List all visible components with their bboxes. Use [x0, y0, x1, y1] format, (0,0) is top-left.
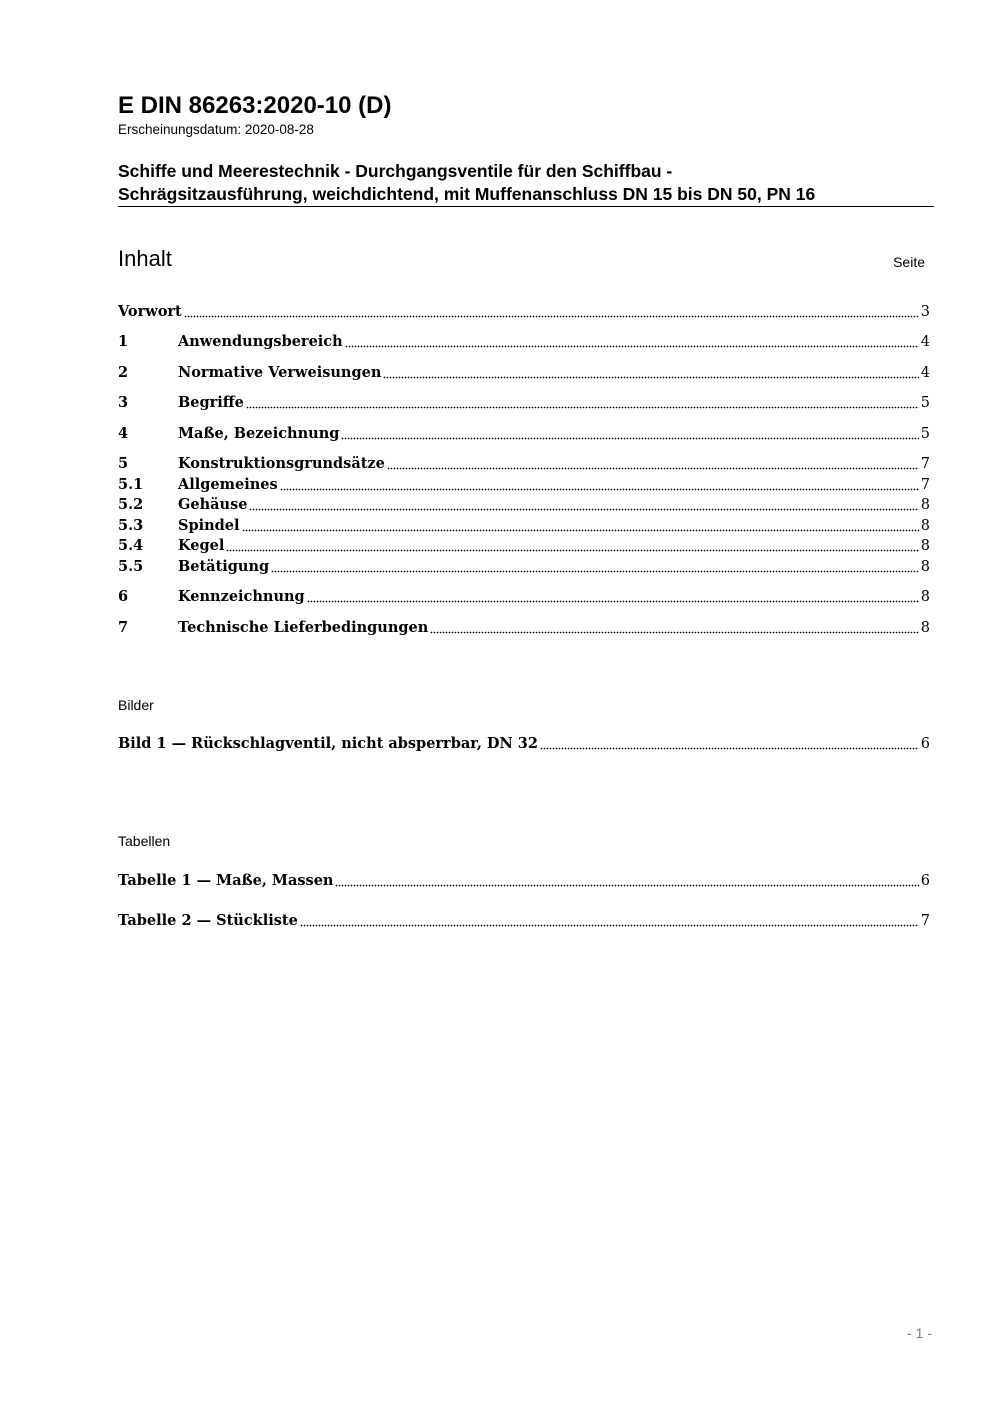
toc-leader-dots [300, 924, 919, 927]
toc-entry-title: Anwendungsbereich [178, 333, 343, 350]
toc-entry-2[interactable] [118, 364, 930, 384]
toc-entry-title: Kegel [178, 537, 225, 554]
toc-entry-5-3[interactable] [118, 517, 930, 537]
toc-heading: Inhalt [118, 246, 172, 271]
toc-entry-7[interactable] [118, 619, 930, 639]
table-entry-1[interactable] [118, 872, 930, 892]
toc-entry-title: Kennzeichnung [178, 588, 305, 605]
toc-leader-dots [430, 631, 918, 634]
toc-entry-5-2[interactable] [118, 496, 930, 516]
toc-leader-dots [184, 315, 919, 318]
toc-entry-number: 3 [118, 394, 129, 411]
document-id: E DIN 86263:2020-10 (D) [118, 92, 392, 119]
toc-entry-number: 7 [118, 619, 129, 636]
toc-entry-page: 4 [920, 334, 930, 350]
toc-entry-5-4[interactable] [118, 537, 930, 557]
toc-leader-dots [242, 529, 919, 532]
toc-entry-5-5[interactable] [118, 558, 930, 578]
toc-entry-page: 8 [920, 497, 930, 513]
toc-entry-number: 5 [118, 455, 129, 472]
toc-leader-dots [335, 884, 918, 887]
toc-entry-page: 3 [920, 304, 930, 320]
toc-entry-title: Spindel [178, 517, 240, 534]
figure-entry-title: Bild 1 — Rückschlagventil, nicht absperrbar, DN 32 [118, 735, 538, 752]
toc-entry-number: 5.3 [118, 517, 144, 534]
toc-entry-page: 8 [920, 620, 930, 636]
table-entry-title: Tabelle 1 — Maße, Massen [118, 872, 334, 889]
toc-entry-4[interactable] [118, 425, 930, 445]
table-entry-page: 6 [920, 873, 930, 889]
toc-leader-dots [540, 747, 919, 750]
document-title-line-2: Schrägsitzausführung, weichdichtend, mit Muffenanschluss DN 15 bis DN 50, PN 16 [118, 184, 816, 204]
toc-leader-dots [226, 549, 918, 552]
toc-entry-title: Technische Lieferbedingungen [178, 619, 429, 636]
toc-leader-dots [280, 488, 919, 491]
title-divider [118, 206, 934, 207]
toc-entry-number: 4 [118, 425, 129, 442]
toc-entry-title: Gehäuse [178, 496, 248, 513]
toc-entry-title: Begriffe [178, 394, 244, 411]
toc-leader-dots [249, 508, 918, 511]
tables-heading: Tabellen [118, 833, 171, 849]
toc-leader-dots [387, 467, 919, 470]
toc-entry-number: 1 [118, 333, 129, 350]
toc-entry-6[interactable] [118, 588, 930, 608]
toc-leader-dots [246, 406, 919, 409]
toc-entry-page: 7 [920, 456, 930, 472]
toc-entry-title: Maße, Bezeichnung [178, 425, 340, 442]
toc-entry-page: 8 [920, 538, 930, 554]
table-entry-2[interactable] [118, 912, 930, 932]
toc-entry-page: 8 [920, 589, 930, 605]
toc-entry-page: 8 [920, 559, 930, 575]
toc-entry-page: 5 [920, 426, 930, 442]
figure-entry-page: 6 [920, 736, 930, 752]
toc-entry-number: 6 [118, 588, 129, 605]
table-entry-title: Tabelle 2 — Stückliste [118, 912, 298, 929]
toc-entry-title: Vorwort [118, 303, 182, 320]
toc-leader-dots [341, 437, 918, 440]
figure-entry-1[interactable] [118, 735, 930, 755]
toc-entry-1[interactable] [118, 333, 930, 353]
figures-heading: Bilder [118, 697, 154, 713]
toc-entry-vorwort[interactable] [118, 303, 930, 323]
document-title-line-1: Schiffe und Meerestechnik - Durchgangsventile für den Schiffbau - [118, 161, 673, 181]
toc-entry-page: 4 [920, 365, 930, 381]
toc-entry-title: Normative Verweisungen [178, 364, 382, 381]
toc-entry-page: 5 [920, 395, 930, 411]
toc-entry-number: 5.5 [118, 558, 144, 575]
toc-entry-page: 7 [920, 477, 930, 493]
toc-entry-number: 5.1 [118, 476, 144, 493]
toc-entry-number: 5.4 [118, 537, 144, 554]
toc-entry-number: 5.2 [118, 496, 144, 513]
page-number: - 1 - [907, 1325, 932, 1341]
toc-leader-dots [345, 345, 919, 348]
toc-leader-dots [307, 600, 919, 603]
document-title [118, 160, 938, 206]
toc-leader-dots [271, 570, 919, 573]
toc-entry-5[interactable] [118, 455, 930, 475]
toc-entry-title: Allgemeines [178, 476, 278, 493]
toc-entry-number: 2 [118, 364, 129, 381]
toc-entry-5-1[interactable] [118, 476, 930, 496]
toc-leader-dots [383, 376, 918, 379]
toc-page-label: Seite [893, 254, 925, 270]
publication-date: Erscheinungsdatum: 2020-08-28 [118, 122, 314, 137]
toc-entry-3[interactable] [118, 394, 930, 414]
toc-entry-page: 8 [920, 518, 930, 534]
toc-entry-title: Konstruktionsgrundsätze [178, 455, 385, 472]
table-entry-page: 7 [920, 913, 930, 929]
toc-entry-title: Betätigung [178, 558, 270, 575]
